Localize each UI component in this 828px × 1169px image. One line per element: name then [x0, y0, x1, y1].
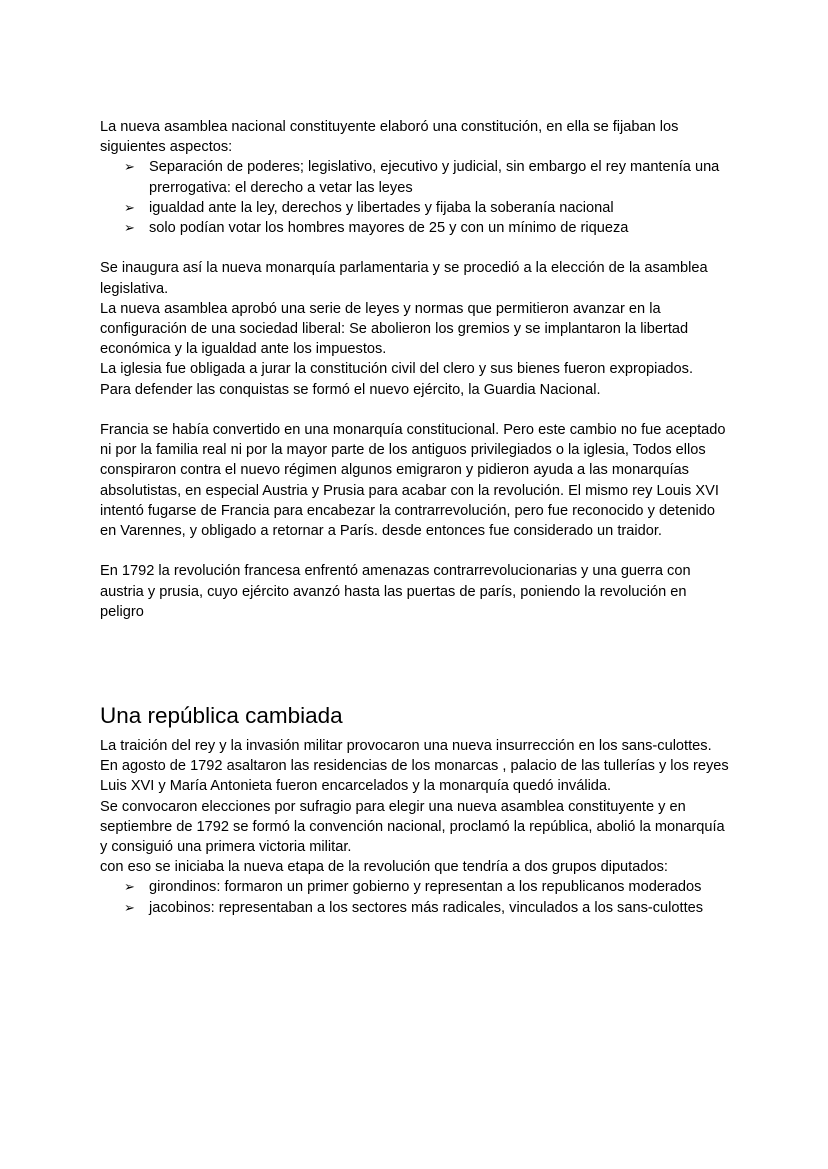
- section1-intro: La nueva asamblea nacional constituyente elaboró una constitución, en ella se fijaban los siguientes aspectos:: [100, 119, 679, 156]
- section-heading: Una república cambiada: [100, 703, 343, 729]
- arrow-bullet-icon: ➢: [124, 879, 135, 895]
- arrow-bullet-icon: ➢: [124, 199, 135, 215]
- list-item: [124, 157, 730, 197]
- paragraph: La iglesia fue obligada a jurar la constitución civil del clero y sus bienes fueron expropiados.: [100, 361, 694, 378]
- document-page: [100, 117, 730, 918]
- spacer: [100, 541, 730, 561]
- paragraph: Se convocaron elecciones por sufragio para elegir una nueva asamblea constituyente y en septiembre de 1792 se formó la convención nacional, proclamó la república, abolió la monarquía y consiguió una primera victoria militar.: [100, 798, 725, 856]
- arrow-bullet-icon: ➢: [124, 220, 135, 236]
- paragraph: Francia se había convertido en una monarquía constitucional. Pero este cambio no fue aceptado ni por la familia real ni por la mayor parte de los antiguos privilegiados o la iglesia, Todos ellos conspiraron contra el nuevo régimen algunos emigraron y pidieron ayuda a las monarquías absolutistas, en especial Austria y Prusia para acabar con la revolución. El mismo rey Louis XVI intentó fugarse de Francia para encabezar la contrarrevolución, pero fue reconocido y detenido en Varennes, y obligado a retornar a París. desde entonces fue considerado un traidor.: [100, 422, 726, 540]
- list-item-text: jacobinos: representaban a los sectores más radicales, vinculados a los sans-culottes: [149, 899, 704, 916]
- list-item: [124, 877, 730, 897]
- paragraph: Se inaugura así la nueva monarquía parlamentaria y se procedió a la elección de la asamblea legislativa.: [100, 260, 708, 297]
- spacer: [100, 622, 730, 702]
- list-item-text: solo podían votar los hombres mayores de 25 y con un mínimo de riqueza: [149, 220, 629, 237]
- spacer: [100, 238, 730, 258]
- paragraph: La traición del rey y la invasión militar provocaron una nueva insurrección en los sans-culottes. En agosto de 1792 asaltaron las residencias de los monarcas , palacio de las tullerías y los reyes Luis XVI y María Antonieta fueron encarcelados y la monarquía quedó inválida.: [100, 738, 729, 795]
- constitution-aspects-list: [100, 157, 730, 238]
- list-item: [124, 218, 730, 238]
- deputy-groups-list: [100, 877, 730, 917]
- list-item-text: igualdad ante la ley, derechos y libertades y fijaba la soberanía nacional: [149, 199, 614, 216]
- list-item: [124, 898, 730, 918]
- list-item: [124, 198, 730, 218]
- arrow-bullet-icon: ➢: [124, 899, 135, 915]
- paragraph: con eso se iniciaba la nueva etapa de la revolución que tendría a dos grupos diputados:: [100, 859, 668, 876]
- paragraph: Para defender las conquistas se formó el nuevo ejército, la Guardia Nacional.: [100, 381, 601, 398]
- spacer: [100, 400, 730, 420]
- paragraph: La nueva asamblea aprobó una serie de leyes y normas que permitieron avanzar en la configuración de una sociedad liberal: Se abolieron los gremios y se implantaron la libertad económica y la igualdad ante los impuestos.: [100, 300, 689, 358]
- arrow-bullet-icon: ➢: [124, 159, 135, 175]
- list-item-text: girondinos: formaron un primer gobierno y representan a los republicanos moderados: [149, 879, 702, 896]
- paragraph: En 1792 la revolución francesa enfrentó amenazas contrarrevolucionarias y una guerra con austria y prusia, cuyo ejército avanzó hasta las puertas de parís, poniendo la revolución en peligro: [100, 563, 691, 620]
- list-item-text: Separación de poderes; legislativo, ejecutivo y judicial, sin embargo el rey mantenía una prerrogativa: el derecho a vetar las leyes: [149, 159, 720, 196]
